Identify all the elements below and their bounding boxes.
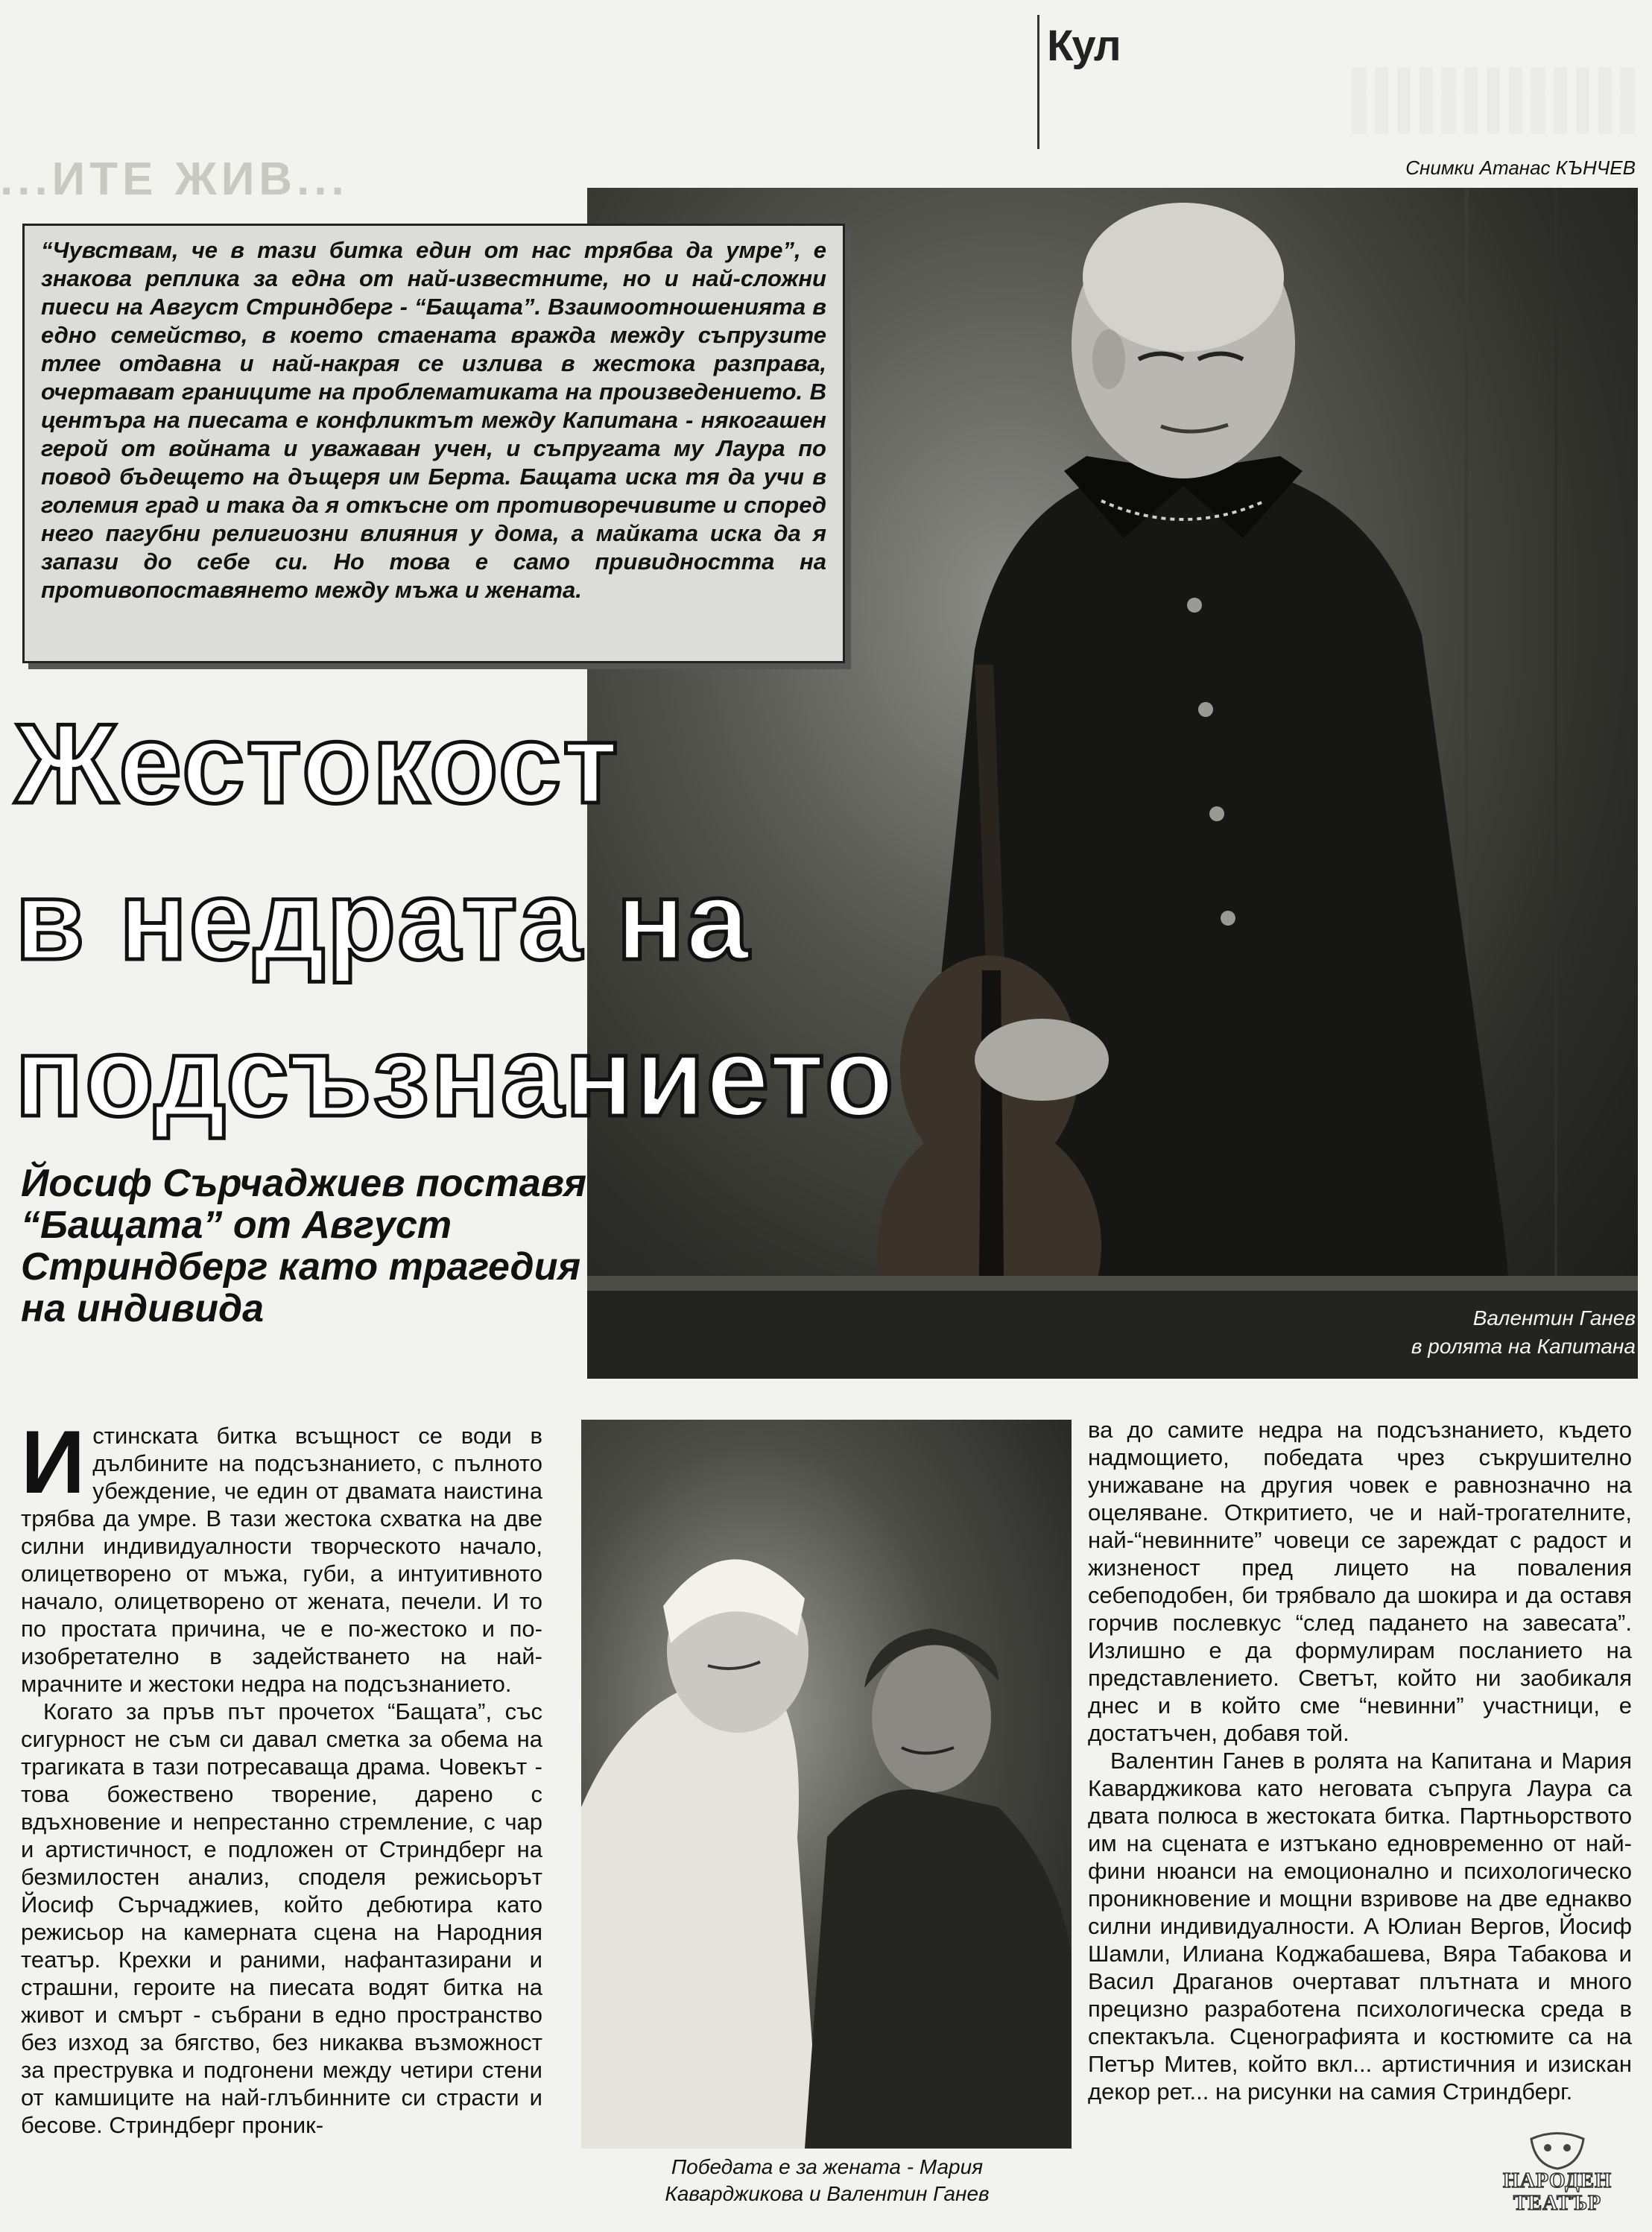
article-paragraph	[21, 1412, 542, 1698]
subheadline: Йосиф Сърчаджиев поставя “Бащата” от Август Стриндберг като трагедия на индивида	[21, 1162, 586, 1330]
masthead-text: Кул	[1047, 22, 1120, 70]
faded-column-text	[1352, 67, 1636, 134]
stamp-line2: ТЕАТЪР	[1513, 2192, 1602, 2215]
article-paragraph: Когато за пръв път прочетох “Бащата”, със сигурност не съм си давал сметка за обема на трагиката в тази потресаваща драма. Човекът - това божествено творение, дарено с вдъхновение и непрестанно стремление, с чар и артистичност, е подложен от Стриндберг на безмилостен анализ, споделя режисьорът Йосиф Сърчаджиев, който дебютира като режисьор на камерната сцена на Народния театър. Крехки и раними, нафантазирани и страшни, героите на пиесата водят битка на живот и смърт - събрани в едно пространство без изход за бягство, без никаква възможност за преструвка и подгонени между четири стени от камшиците на най-глъбинните си страсти и бесове. Стриндберг проник-	[21, 1698, 542, 2138]
masthead-fragment	[1037, 15, 1636, 149]
headline-line-1: Жестокост	[15, 701, 620, 827]
photo-credit: Снимки Атанас КЪНЧЕВ	[1405, 157, 1636, 179]
article-paragraph: ва до самите недра на подсъзнанието, където надмощието, победата чрез съкрушително унижаване на другия човек е равнозначно на оцеляване. Откритието, че и най-трогателните, най-“невинните” човеци се зареждат с радост и жизненост пред лицето на поваления себеподобен, би трябвало да шокира и да оставя горчив послевкус “след падането на завесата”. Излишно е да формулирам посланието на представлението. Светът, който ни заобикаля днес и в който сме “невинни” участници, е достатъчен, добавя той.	[1088, 1417, 1632, 1746]
intro-text: “Чувствам, че в тази битка един от нас трябва да умре”, е знакова реплика за една от най-известните, но и най-сложни пиеси на Август Стриндберг - “Бащата”. Взаимоотношенията в едно семейство, в което стаената вражда между съпрузите тлее отдавна и най-накрая се излива в жестока разправа, очертават границите на проблематиката на произведението. В центъра на пиесата е конфликтът между Капитана - някогашен герой от войната и уважаван учен, и съпругата му Лаура по повод бъдещето на дъщеря им Берта. Бащата иска тя да учи в големия град и така да я откъсне от противоречивите и според него пагубни религиозни влияния у дома, а майката иска да я запази до себе си. Но това е само привидността на противопоставянето между мъжа и жената.	[41, 237, 826, 603]
article-column-left	[21, 1412, 542, 2139]
stamp-text	[1479, 2170, 1636, 2215]
headline-line-2: в недрата на	[15, 857, 751, 984]
article-paragraph: Валентин Ганев в ролята на Капитана и Мария Каварджикова като неговата съпруга Лаура са двата полюса в жестоката битка. Партньорството им на сцената е изтъкано едновременно от най-фини нюанси на емоционално и психологическо проникновение и мощни взривове на две еднакво силни индивидуалности. А Юлиан Вергов, Йосиф Шамли, Илиана Коджабашева, Вяра Табакова и Васил Драганов очертават плътната и много прецизно разработена психологическа среда в спектакъла. Сценографията и костюмите са на Петър Митев, който вкл... артистичния и изискан декор рет... на рисунки на самия Стриндберг.	[1088, 1748, 1632, 2105]
theatre-stamp-logo	[1479, 2131, 1636, 2221]
main-photo-caption	[1411, 1304, 1636, 1361]
stamp-line1: НАРОДЕН	[1502, 2169, 1613, 2193]
article-column-right	[1088, 1416, 1632, 2105]
intro-box	[22, 224, 845, 663]
main-caption-line2: в ролята на Капитана	[1411, 1335, 1636, 1358]
second-caption-line1: Победата е за жената - Мария	[671, 2155, 984, 2178]
second-caption-line2: Каварджикова и Валентин Ганев	[665, 2182, 990, 2205]
main-caption-line1: Валентин Ганев	[1472, 1306, 1636, 1330]
second-photo-scene	[581, 1420, 1072, 2149]
second-photo-caption	[581, 2154, 1073, 2207]
article-paragraph-text: стинската битка всъщност се води в дълбините на подсъзнанието, с пълното убеждение, че един от двамата наистина трябва да умре. В тази жестока схватка на две силни индивидуалности творческото начало, олицетворено от мъжа, губи, а интуитивното начало, олицетворено от жената, печели. И то по простата причина, че е по-жестоко и по-изобретателно в задействането на най-мрачните и жестоки недра на подсъзнанието.	[21, 1423, 542, 1697]
bleed-through-heading: ...ИТЕ ЖИВ...	[0, 154, 349, 205]
scene-illustration	[581, 1420, 1072, 2149]
headline-line-3: подсъзнанието	[15, 1014, 896, 1140]
drop-cap: И	[21, 1412, 86, 1512]
